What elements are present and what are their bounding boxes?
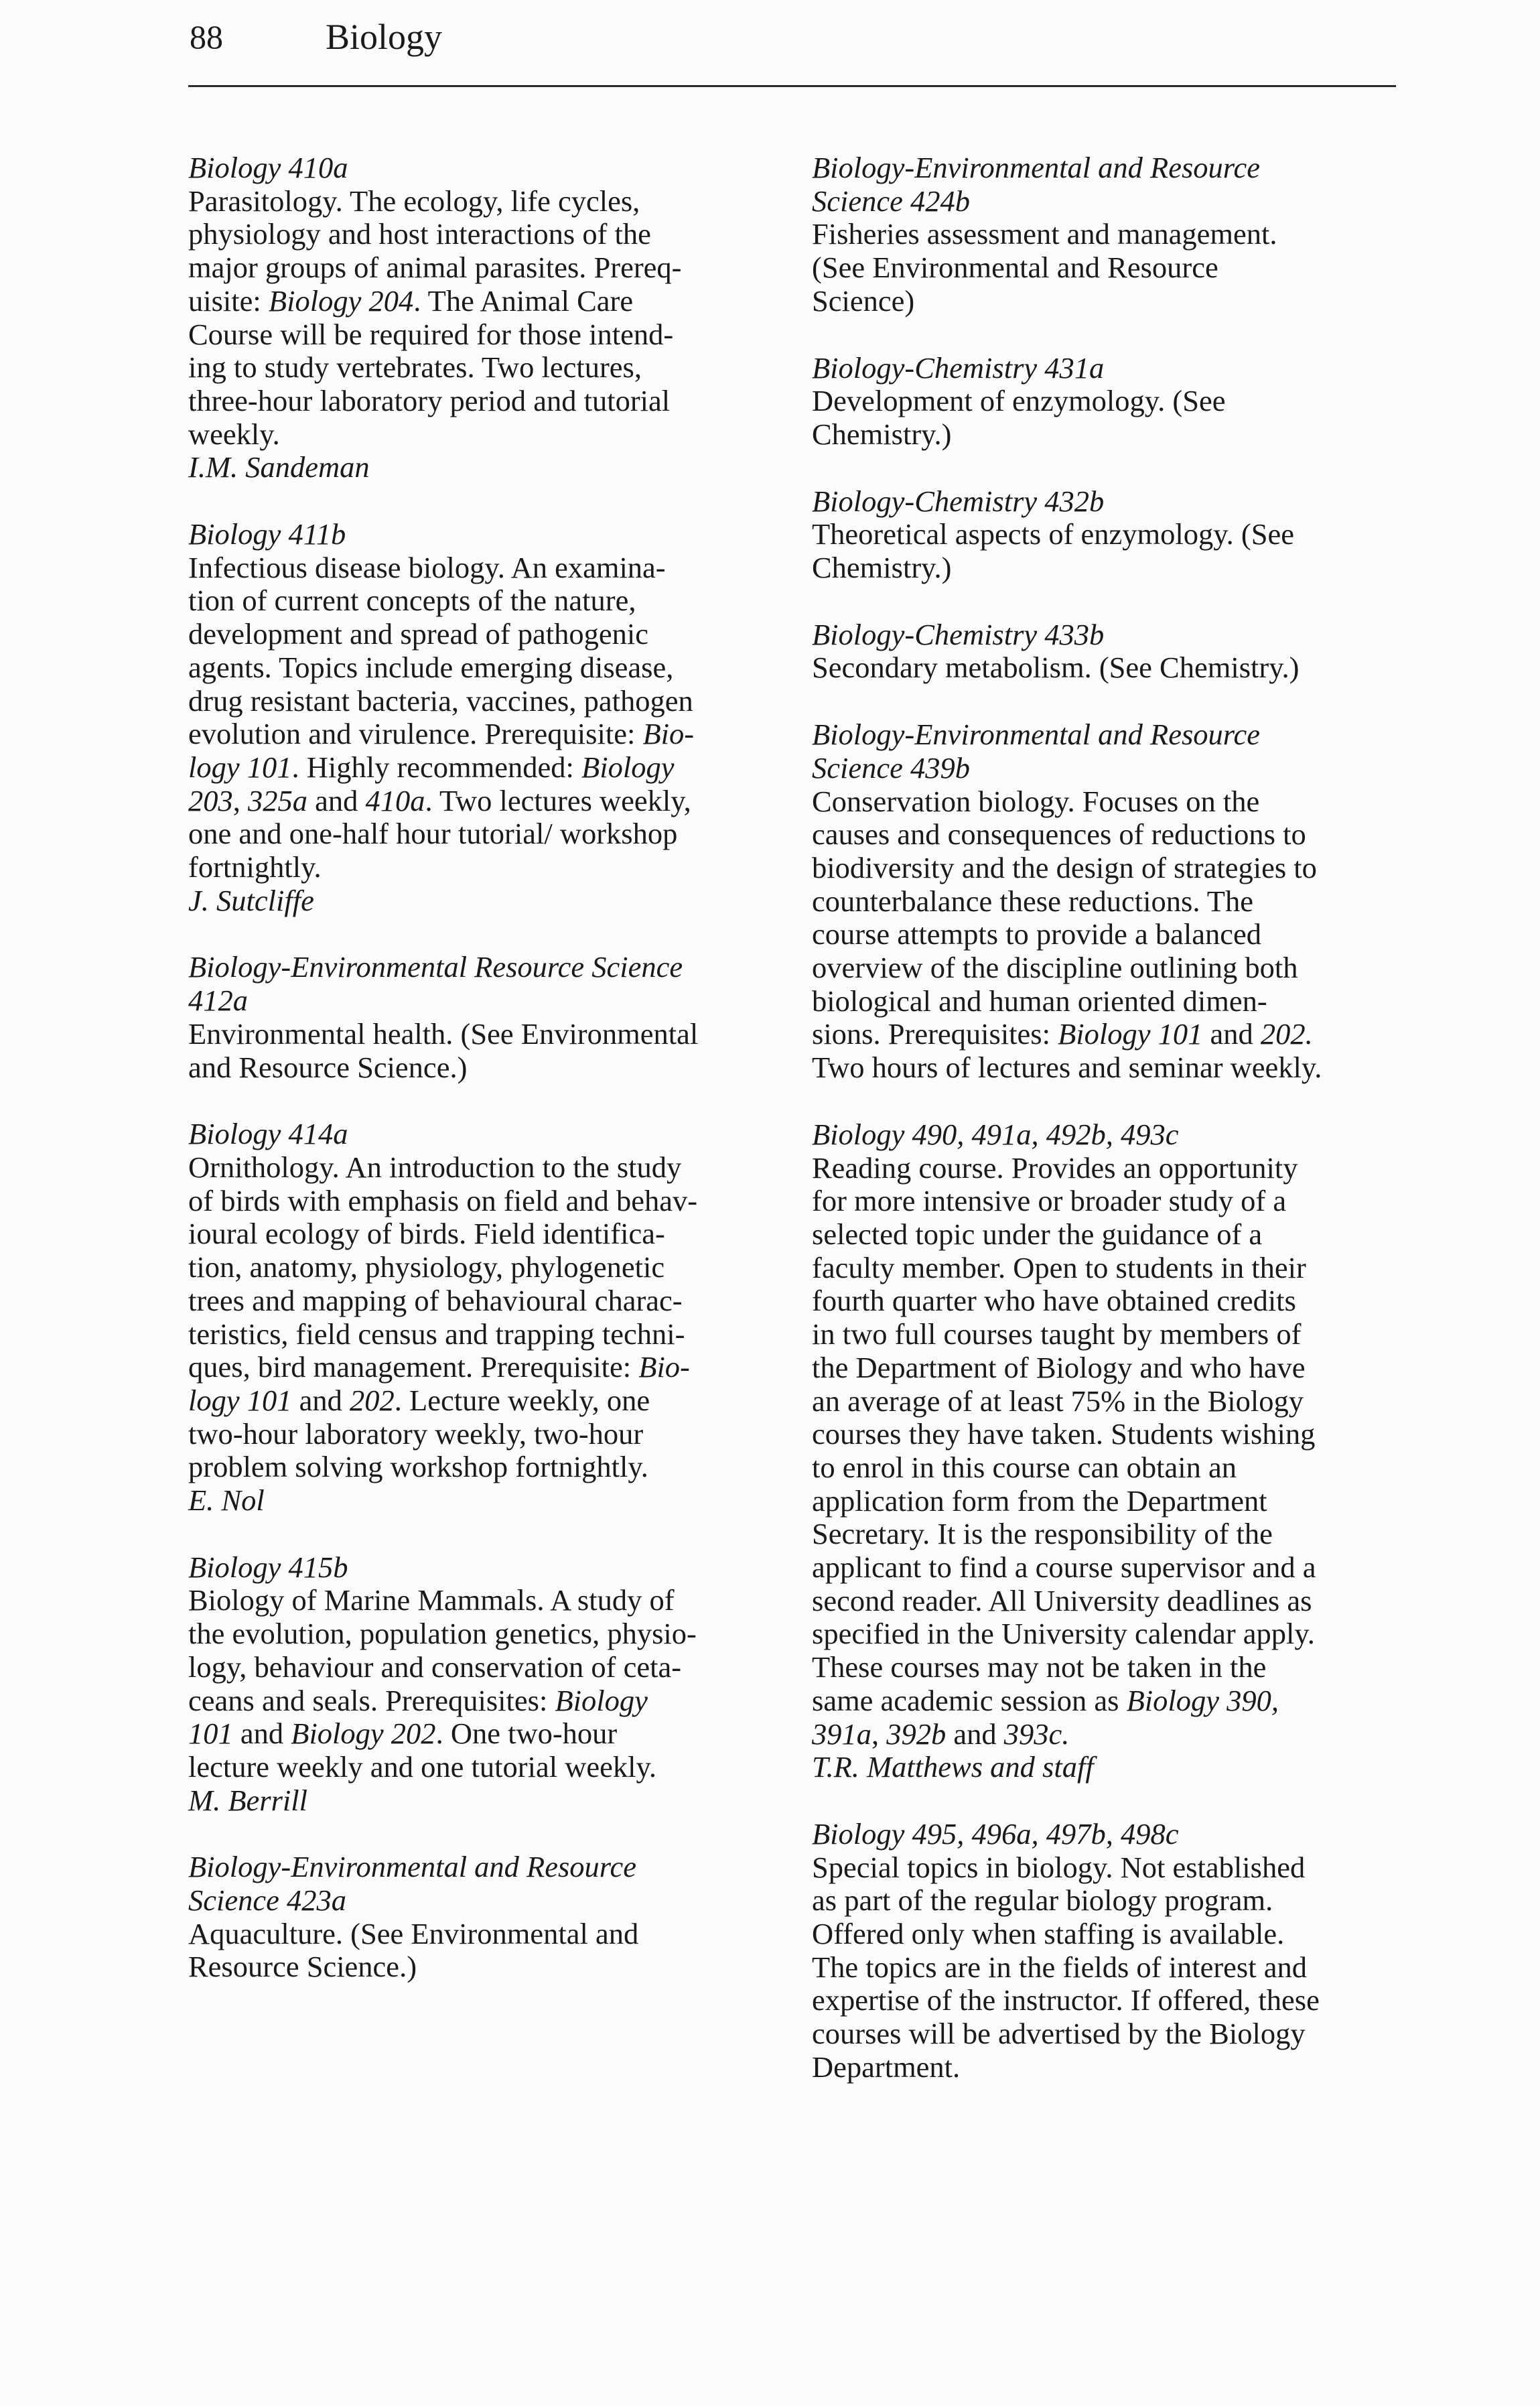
- course-instructor: M. Berrill: [188, 1783, 307, 1817]
- course-entry: [812, 151, 1415, 318]
- course-instructor: T.R. Matthews and staff: [812, 1750, 1094, 1784]
- course-description-line: overview of the discipline outlining both: [812, 951, 1298, 985]
- course-description-line: tion, anatomy, physiology, phylogenetic: [188, 1250, 665, 1284]
- course-entry: [188, 1551, 779, 1818]
- course-description-line: faculty member. Open to students in their: [812, 1250, 1306, 1284]
- course-description-line: 101 and Biology 202. One two-hour: [188, 1717, 618, 1751]
- course-description-line: in two full courses taught by members of: [812, 1317, 1302, 1351]
- course-title: Science 424b: [812, 184, 970, 218]
- course-title: Biology-Environmental and Resource: [812, 151, 1260, 184]
- course-description-line: ceans and seals. Prerequisites: Biology: [188, 1683, 648, 1717]
- course-description-line: Two hours of lectures and seminar weekly.: [812, 1051, 1322, 1085]
- course-description-line: (See Environmental and Resource: [812, 251, 1218, 285]
- course-description-line: and Resource Science.): [188, 1050, 468, 1084]
- course-description-line: Chemistry.): [812, 551, 952, 585]
- course-description-line: of birds with emphasis on field and behav-: [188, 1183, 698, 1217]
- course-description-line: applicant to find a course supervisor and a: [812, 1550, 1316, 1585]
- course-description-line: Chemistry.): [812, 417, 952, 451]
- course-description-line: courses they have taken. Students wishing: [812, 1417, 1316, 1451]
- course-description-line: ioural ecology of birds. Field identifica-: [188, 1217, 665, 1251]
- course-description-line: Aquaculture. (See Environmental and: [188, 1916, 639, 1950]
- course-description-line: Reading course. Provides an opportunity: [812, 1150, 1298, 1185]
- course-title: 412a: [188, 984, 248, 1018]
- course-description-line: sions. Prerequisites: Biology 101 and 202.: [812, 1017, 1313, 1051]
- header-rule: [188, 85, 1396, 87]
- course-description-line: Theoretical aspects of enzymology. (See: [812, 517, 1294, 551]
- course-description-line: fortnightly.: [188, 850, 322, 884]
- course-description-line: Resource Science.): [188, 1950, 417, 1984]
- course-description-line: ing to study vertebrates. Two lectures,: [188, 350, 642, 385]
- course-description-line: counterbalance these reductions. The: [812, 884, 1253, 918]
- course-description-line: Offered only when staffing is available.: [812, 1917, 1285, 1951]
- course-description-line: weekly.: [188, 417, 280, 451]
- course-instructor: I.M. Sandeman: [188, 450, 370, 484]
- course-entry: [188, 951, 779, 1084]
- course-description-line: causes and consequences of reductions to: [812, 817, 1306, 852]
- course-title: Biology-Chemistry 431a: [812, 350, 1105, 385]
- course-instructor: E. Nol: [188, 1483, 265, 1518]
- course-description-line: biological and human oriented dimen-: [812, 984, 1267, 1018]
- course-entry: [812, 1118, 1415, 1784]
- course-title: Biology-Environmental Resource Science: [188, 950, 683, 984]
- course-description-line: logy 101. Highly recommended: Biology: [188, 750, 675, 784]
- course-instructor: J. Sutcliffe: [188, 883, 314, 917]
- course-description-line: Infectious disease biology. An examina-: [188, 550, 666, 584]
- course-title: Biology-Environmental and Resource: [812, 718, 1260, 752]
- right-column: [812, 151, 1415, 2118]
- course-title: Biology 490, 491a, 492b, 493c: [812, 1117, 1179, 1151]
- course-title: Biology-Environmental and Resource: [188, 1850, 636, 1884]
- course-description-line: trees and mapping of behavioural charac-: [188, 1283, 683, 1317]
- course-entry: [188, 151, 779, 484]
- course-entry: [812, 352, 1415, 452]
- course-title: Biology 415b: [188, 1550, 348, 1584]
- page-header: [190, 13, 1395, 74]
- course-description-line: Science): [812, 283, 915, 318]
- course-description-line: two-hour laboratory weekly, two-hour: [188, 1416, 644, 1451]
- course-description-line: physiology and host interactions of the: [188, 217, 651, 251]
- course-description-line: Secretary. It is the responsibility of the: [812, 1517, 1273, 1551]
- course-entry: [812, 1818, 1415, 2084]
- course-description-line: Ornithology. An introduction to the study: [188, 1150, 682, 1184]
- running-title: Biology: [326, 17, 443, 57]
- course-description-line: specified in the University calendar apply.: [812, 1617, 1315, 1651]
- course-description-line: logy 101 and 202. Lecture weekly, one: [188, 1383, 650, 1417]
- course-description-line: problem solving workshop fortnightly.: [188, 1450, 648, 1484]
- course-description-line: Fisheries assessment and management.: [812, 217, 1277, 251]
- course-title: Biology 414a: [188, 1117, 348, 1151]
- course-title: Biology 495, 496a, 497b, 498c: [812, 1816, 1179, 1851]
- course-title: Biology-Chemistry 432b: [812, 484, 1105, 518]
- course-description-line: courses will be advertised by the Biology: [812, 2017, 1306, 2051]
- course-description-line: biodiversity and the design of strategies to: [812, 850, 1317, 884]
- course-description-line: expertise of the instructor. If offered, these: [812, 1983, 1320, 2017]
- course-description-line: three-hour laboratory period and tutorial: [188, 383, 671, 417]
- course-description-line: evolution and virulence. Prerequisite: Bio-: [188, 717, 695, 751]
- course-description-line: ques, bird management. Prerequisite: Bio-: [188, 1350, 690, 1384]
- course-description-line: course attempts to provide a balanced: [812, 917, 1261, 951]
- course-description-line: the Department of Biology and who have: [812, 1350, 1306, 1384]
- course-description-line: application form from the Department: [812, 1483, 1267, 1518]
- course-description-line: agents. Topics include emerging disease,: [188, 650, 674, 684]
- course-description-line: to enrol in this course can obtain an: [812, 1450, 1237, 1484]
- left-column: [188, 151, 779, 2017]
- course-description-line: Biology of Marine Mammals. A study of: [188, 1583, 675, 1617]
- page-number: 88: [190, 18, 223, 56]
- course-description-line: 203, 325a and 410a. Two lectures weekly,: [188, 783, 691, 817]
- course-description-line: Special topics in biology. Not established: [812, 1850, 1306, 1884]
- course-description-line: as part of the regular biology program.: [812, 1883, 1273, 1918]
- course-description-line: lecture weekly and one tutorial weekly.: [188, 1749, 656, 1784]
- course-description-line: Course will be required for those intend-: [188, 317, 674, 351]
- course-title: Biology-Chemistry 433b: [812, 617, 1105, 651]
- course-entry: [812, 718, 1415, 1085]
- course-title: Biology 411b: [188, 517, 346, 551]
- course-description-line: one and one-half hour tutorial/ workshop: [188, 817, 678, 851]
- course-description-line: The topics are in the fields of interest and: [812, 1950, 1307, 1984]
- course-description-line: development and spread of pathogenic: [188, 617, 649, 651]
- course-description-line: major groups of animal parasites. Prereq-: [188, 251, 682, 285]
- course-description-line: fourth quarter who have obtained credits: [812, 1284, 1296, 1318]
- course-description-line: These courses may not be taken in the: [812, 1650, 1267, 1684]
- course-description-line: Environmental health. (See Environmental: [188, 1016, 699, 1051]
- course-entry: [812, 485, 1415, 585]
- course-entry: [188, 1118, 779, 1517]
- course-description-line: tion of current concepts of the nature,: [188, 584, 636, 618]
- course-description-line: Department.: [812, 2050, 961, 2084]
- course-description-line: the evolution, population genetics, physio-: [188, 1617, 697, 1651]
- course-description-line: Secondary metabolism. (See Chemistry.): [812, 651, 1300, 685]
- course-title: Science 439b: [812, 750, 970, 785]
- course-entry: [188, 1851, 779, 1984]
- course-entry: [812, 618, 1415, 685]
- course-description-line: uisite: Biology 204. The Animal Care: [188, 283, 634, 318]
- course-description-line: drug resistant bacteria, vaccines, pathogen: [188, 683, 693, 718]
- course-description-line: logy, behaviour and conservation of ceta-: [188, 1650, 682, 1684]
- course-title: Science 423a: [188, 1883, 346, 1918]
- course-description-line: Parasitology. The ecology, life cycles,: [188, 184, 640, 218]
- course-title: Biology 410a: [188, 151, 348, 184]
- course-description-line: for more intensive or broader study of a: [812, 1184, 1287, 1218]
- course-description-line: second reader. All University deadlines as: [812, 1583, 1312, 1617]
- course-description-line: same academic session as Biology 390,: [812, 1683, 1279, 1717]
- course-description-line: teristics, field census and trapping techni-: [188, 1317, 685, 1351]
- course-description-line: selected topic under the guidance of a: [812, 1217, 1263, 1251]
- course-description-line: 391a, 392b and 393c.: [812, 1717, 1070, 1751]
- course-description-line: Conservation biology. Focuses on the: [812, 784, 1260, 818]
- course-description-line: Development of enzymology. (See: [812, 384, 1226, 418]
- course-description-line: an average of at least 75% in the Biology: [812, 1384, 1304, 1418]
- course-entry: [188, 518, 779, 917]
